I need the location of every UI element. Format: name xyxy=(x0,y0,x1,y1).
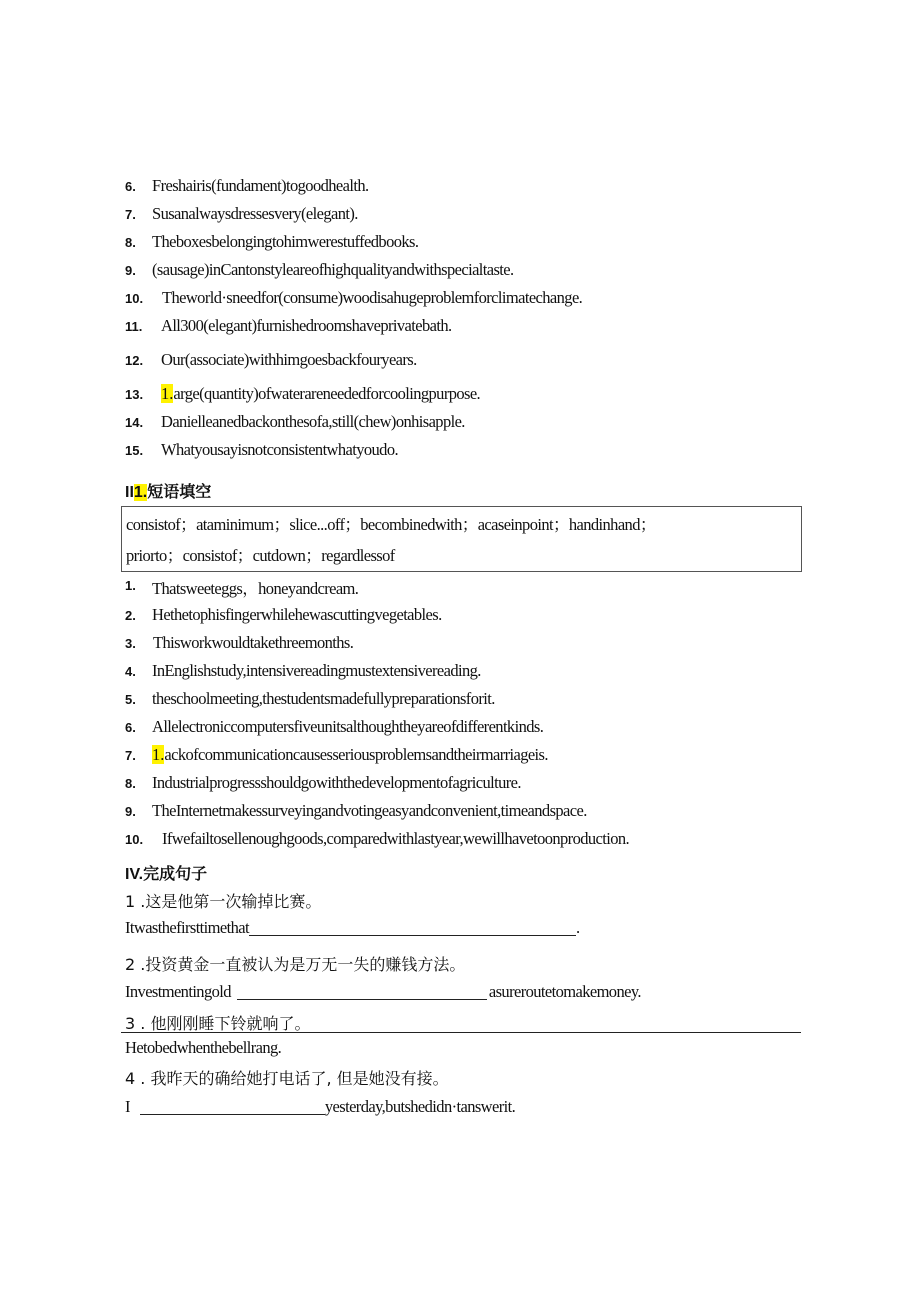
item-text: Freshairis(fundament)togoodhealth. xyxy=(152,176,369,195)
item-text: TheInternetmakessurveyingandvotingeasyandconvenient,timeandspace. xyxy=(152,801,587,820)
item-text: ackofcommunicationcausesseriousproblemsandtheirmarriageis. xyxy=(164,745,548,764)
item-text: Thatsweeteggs，honeyandcream. xyxy=(152,579,359,598)
question-2-chinese: 2 .投资黄金一直被认为是万无一失的赚钱方法。 xyxy=(125,955,466,974)
item-number: 11. xyxy=(125,319,143,334)
item-number: 6. xyxy=(125,179,136,194)
item-number: 7. xyxy=(125,748,136,763)
heading-text: 短语填空 xyxy=(147,484,212,501)
highlight-mark: 1. xyxy=(161,384,174,403)
item-text: Theboxesbelongingtohimwerestuffedbooks. xyxy=(152,232,419,251)
item-number: 14. xyxy=(125,415,144,430)
item-text: theschoolmeeting,thestudentsmadefullypreparationsforit. xyxy=(152,689,495,708)
item-number: 7. xyxy=(125,207,136,222)
section4-heading: IV.完成句子 xyxy=(125,866,208,883)
heading-prefix: II xyxy=(125,484,134,501)
item-text: Hethetophisfingerwhilehewascuttingvegetables. xyxy=(152,605,442,624)
answer-blank[interactable] xyxy=(237,983,487,1000)
item-text: Thisworkwouldtakethreemonths. xyxy=(153,633,354,652)
q1-suffix: . xyxy=(575,918,580,937)
answer-rule[interactable] xyxy=(121,1032,801,1033)
answer-blank[interactable] xyxy=(140,1098,325,1115)
question-4-chinese: 4 . 我昨天的确给她打电话了, 但是她没有接。 xyxy=(125,1069,449,1088)
answer-blank[interactable] xyxy=(249,919,576,936)
item-text: Industrialprogressshouldgowiththedevelopmentofagriculture. xyxy=(152,773,521,792)
question-3-english: Hetobedwhenthebellrang. xyxy=(125,1038,282,1057)
question-2-english xyxy=(125,982,641,1002)
question-4-english xyxy=(125,1097,515,1117)
item-number: 1. xyxy=(125,578,136,593)
item-number: 13. xyxy=(125,387,144,402)
item-number: 4. xyxy=(125,664,136,679)
item-text: arge(quantity)ofwaterareneededforcoolingpurpose. xyxy=(173,384,481,403)
question-3-chinese: 3 . 他刚刚睡下铃就响了。 xyxy=(125,1014,311,1033)
section3-heading xyxy=(125,479,211,502)
item-text: Theworld·sneedfor(consume)woodisahugeproblemforclimatechange. xyxy=(162,288,583,307)
q2-prefix: Investmentingold xyxy=(125,982,231,1001)
item-number: 10. xyxy=(125,291,144,306)
item-text: Our(associate)withhimgoesbackfouryears. xyxy=(161,350,417,369)
item-number: 15. xyxy=(125,443,144,458)
item-text: InEnglishstudy,intensivereadingmustextensivereading. xyxy=(152,661,481,680)
item-number: 9. xyxy=(125,804,136,819)
item-number: 8. xyxy=(125,235,136,250)
item-number: 5. xyxy=(125,692,136,707)
question-1-english xyxy=(125,918,579,938)
word-bank-box xyxy=(121,506,802,572)
highlight-mark: 1. xyxy=(152,745,165,764)
question-1-chinese: 1 .这是他第一次输掉比赛。 xyxy=(125,892,322,911)
highlight-mark: 1. xyxy=(133,484,148,501)
word-bank-line-2: priorto；consistof；cutdown；regardlessof xyxy=(126,546,395,565)
item-text: Whatyousayisnotconsistentwhatyoudo. xyxy=(161,440,399,459)
item-number: 8. xyxy=(125,776,136,791)
item-number: 12. xyxy=(125,353,144,368)
item-number: 10. xyxy=(125,832,144,847)
item-text: All300(elegant)furnishedroomshaveprivatebath. xyxy=(161,316,452,335)
item-number: 2. xyxy=(125,608,136,623)
item-text: (sausage)inCantonstyleareofhighqualityandwithspecialtaste. xyxy=(152,260,514,279)
item-number: 3. xyxy=(125,636,136,651)
item-text: Ifwefailtosellenoughgoods,comparedwithlastyear,wewillhavetoonproduction. xyxy=(162,829,630,848)
q4-suffix: yesterday,butshedidn·tanswerit. xyxy=(324,1097,516,1116)
word-bank-line-1: consistof；ataminimum；slice...off；becombinedwith；acaseinpoint；handinhand； xyxy=(126,515,656,534)
item-number: 6. xyxy=(125,720,136,735)
item-number: 9. xyxy=(125,263,136,278)
item-text: Susanalwaysdressesvery(elegant). xyxy=(152,204,358,223)
q4-prefix: I xyxy=(125,1097,130,1116)
q2-suffix: asureroutetomakemoney. xyxy=(488,982,641,1001)
q1-prefix: Itwasthefirsttimethat xyxy=(125,918,249,937)
item-text: Allelectroniccomputersfiveunitsalthoughtheyareofdifferentkinds. xyxy=(152,717,544,736)
item-text: Danielleanedbackonthesofa,still(chew)onhisapple. xyxy=(161,412,465,431)
